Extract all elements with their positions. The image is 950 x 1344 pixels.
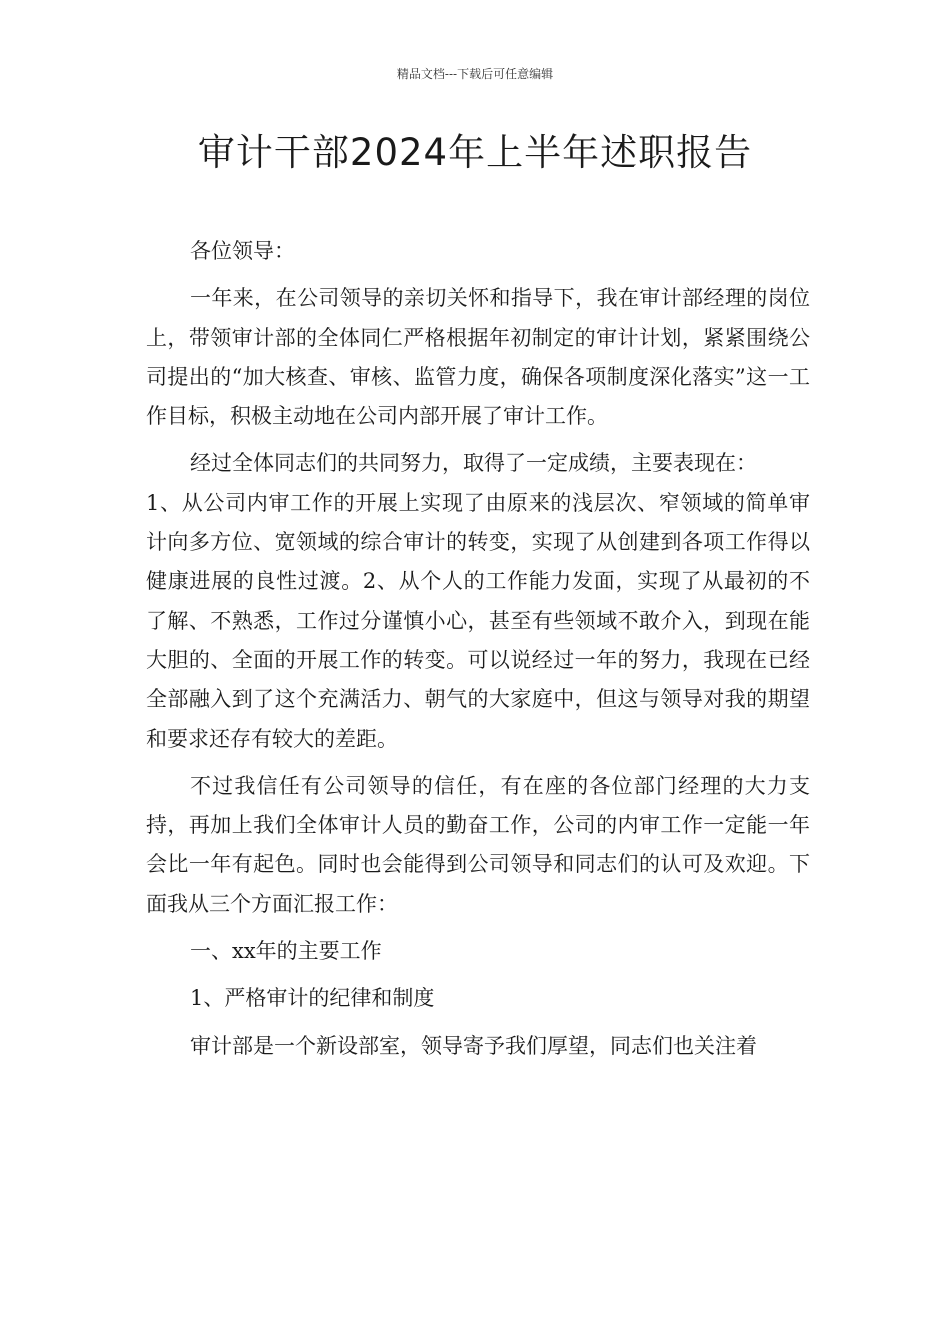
- paragraph-department: 审计部是一个新设部室，领导寄予我们厚望，同志们也关注着: [190, 1033, 757, 1058]
- subsection-heading-discipline: 1、严格审计的纪律和制度: [190, 986, 435, 1011]
- salutation: 各位领导：: [190, 239, 295, 263]
- paragraph-intro: 一年来，在公司领导的亲切关怀和指导下，我在审计部经理的岗位上，带领审计部的全体同仁严格根据年初制定的审计计划，紧紧围绕公司提出的“加大核查、审核、监管力度，确保各项制度深化落实”这一工作目标，积极主动地在公司内部开展了审计工作。: [146, 286, 810, 429]
- document-title: 审计干部2024年上半年述职报告: [197, 131, 753, 174]
- section-heading-main-work: 一、xx年的主要工作: [190, 939, 382, 964]
- document-body: [146, 232, 810, 1074]
- paragraph-achievements-lead: 经过全体同志们的共同努力，取得了一定成绩，主要表现在：: [190, 451, 757, 476]
- paragraph-outlook: 不过我信任有公司领导的信任，有在座的各位部门经理的大力支持，再加上我们全体审计人员的勤奋工作，公司的内审工作一定能一年会比一年有起色。同时也会能得到公司领导和同志们的认可及欢迎。下面我从三个方面汇报工作：: [146, 773, 810, 916]
- page-header-note: 精品文档---下载后可任意编辑: [396, 67, 554, 81]
- paragraph-achievements: 1、从公司内审工作的开展上实现了由原来的浅层次、窄领域的简单审计向多方位、宽领域的综合审计的转变，实现了从创建到各项工作得以健康进展的良性过渡。2、从个人的工作能力发面，实现了从最初的不了解、不熟悉，工作过分谨慎小心，甚至有些领域不敢介入，到现在能大胆的、全面的开展工作的转变。可以说经过一年的努力，我现在已经全部融入到了这个充满活力、朝气的大家庭中，但这与领导对我的期望和要求还存有较大的差距。: [146, 490, 810, 751]
